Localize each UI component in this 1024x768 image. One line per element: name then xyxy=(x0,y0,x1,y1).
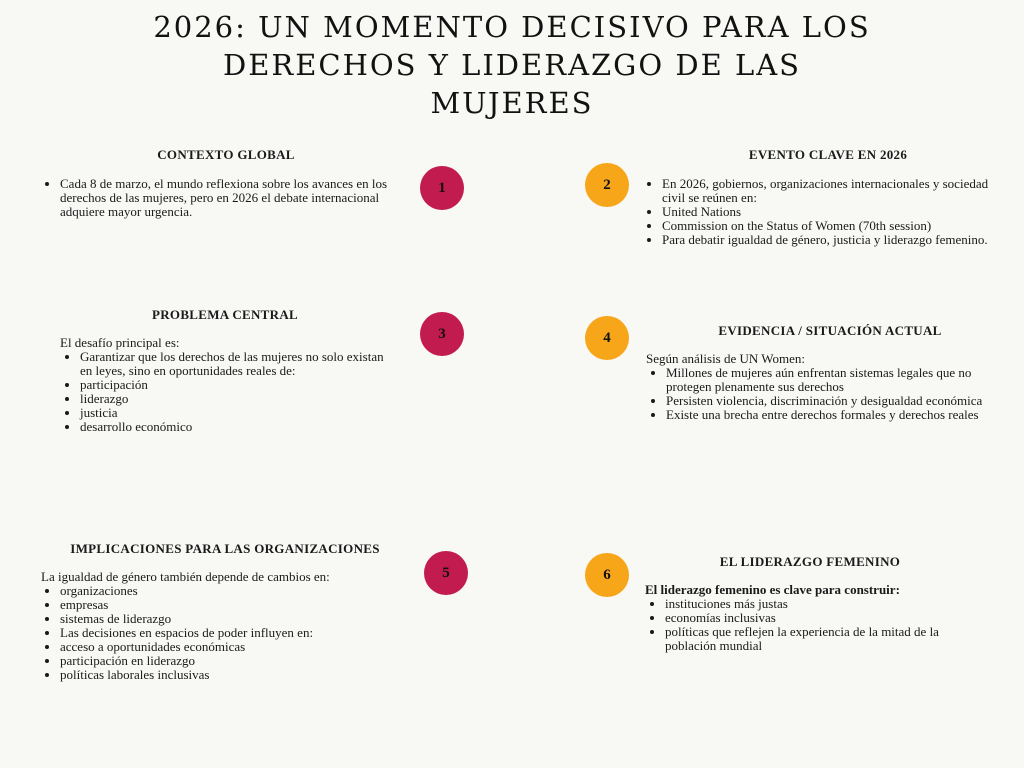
section-heading: PROBLEMA CENTRAL xyxy=(151,307,298,322)
page-title-line-2: DERECHOS Y LIDERAZGO DE LAS xyxy=(222,48,802,82)
list-item: • liderazgo xyxy=(80,392,390,406)
list-item: • Millones de mujeres aún enfrentan sistemas legales que no protegen plenamente sus derechos xyxy=(666,366,1014,394)
bullet-list xyxy=(645,597,975,653)
list-item: • políticas que reflejen la experiencia de la mitad de la población mundial xyxy=(665,625,975,653)
section-evidencia xyxy=(646,324,1014,422)
list-item: • Commission on the Status of Women (70th session) xyxy=(662,219,1014,233)
bullet-list xyxy=(646,366,1014,422)
list-item: • participación en liderazgo xyxy=(60,654,410,668)
section-contexto-global xyxy=(40,148,412,219)
section-heading: EVENTO CLAVE EN 2026 xyxy=(748,147,908,162)
step-badge-1: 1 xyxy=(420,166,464,210)
list-item: • participación xyxy=(80,378,390,392)
section-heading: IMPLICACIONES PARA LAS ORGANIZACIONES xyxy=(70,541,380,556)
step-badge-6: 6 xyxy=(585,553,629,597)
list-item: • Para debatir igualdad de género, justicia y liderazgo femenino. xyxy=(662,233,1014,247)
section-liderazgo-femenino xyxy=(645,555,975,653)
list-item: • organizaciones xyxy=(60,584,410,598)
list-item: • United Nations xyxy=(662,205,1014,219)
page-title-line-1: 2026: UN MOMENTO DECISIVO PARA LOS xyxy=(153,10,871,44)
section-heading: EVIDENCIA / SITUACIÓN ACTUAL xyxy=(718,323,942,338)
list-item: • Las decisiones en espacios de poder influyen en: xyxy=(60,626,410,640)
list-item: • justicia xyxy=(80,406,390,420)
step-badge-2: 2 xyxy=(585,163,629,207)
page-title xyxy=(0,8,1024,122)
list-item: • empresas xyxy=(60,598,410,612)
section-evento-clave xyxy=(642,148,1014,247)
bullet-list xyxy=(40,584,410,682)
list-item: • En 2026, gobiernos, organizaciones internacionales y sociedad civil se reúnen en: xyxy=(662,177,1014,205)
step-badge-3: 3 xyxy=(420,312,464,356)
section-intro: Según análisis de UN Women: xyxy=(646,351,806,366)
list-item: • economías inclusivas xyxy=(665,611,975,625)
bullet-list xyxy=(642,177,1014,247)
section-implicaciones xyxy=(40,542,410,682)
list-item: • Garantizar que los derechos de las mujeres no solo existan en leyes, sino en oportunidades reales de: xyxy=(80,350,390,378)
section-intro: El desafío principal es: xyxy=(60,335,180,350)
bullet-list xyxy=(60,350,390,434)
bullet-list xyxy=(40,177,412,219)
section-intro: El liderazgo femenino es clave para construir: xyxy=(645,582,900,597)
section-intro: La igualdad de género también depende de cambios en: xyxy=(41,569,330,584)
list-item: • instituciones más justas xyxy=(665,597,975,611)
page-title-line-3: MUJERES xyxy=(430,86,594,120)
section-problema-central xyxy=(60,308,390,434)
step-badge-4: 4 xyxy=(585,316,629,360)
list-item: • sistemas de liderazgo xyxy=(60,612,410,626)
list-item: • acceso a oportunidades económicas xyxy=(60,640,410,654)
section-heading: EL LIDERAZGO FEMENINO xyxy=(719,554,901,569)
list-item: • Existe una brecha entre derechos formales y derechos reales xyxy=(666,408,1014,422)
list-item: • políticas laborales inclusivas xyxy=(60,668,410,682)
section-heading: CONTEXTO GLOBAL xyxy=(157,147,295,162)
list-item: • Persisten violencia, discriminación y desigualdad económica xyxy=(666,394,1014,408)
list-item: • Cada 8 de marzo, el mundo reflexiona sobre los avances en los derechos de las mujeres, pero en 2026 el debate internacional adquiere mayor urgencia. xyxy=(60,177,412,219)
list-item: • desarrollo económico xyxy=(80,420,390,434)
step-badge-5: 5 xyxy=(424,551,468,595)
